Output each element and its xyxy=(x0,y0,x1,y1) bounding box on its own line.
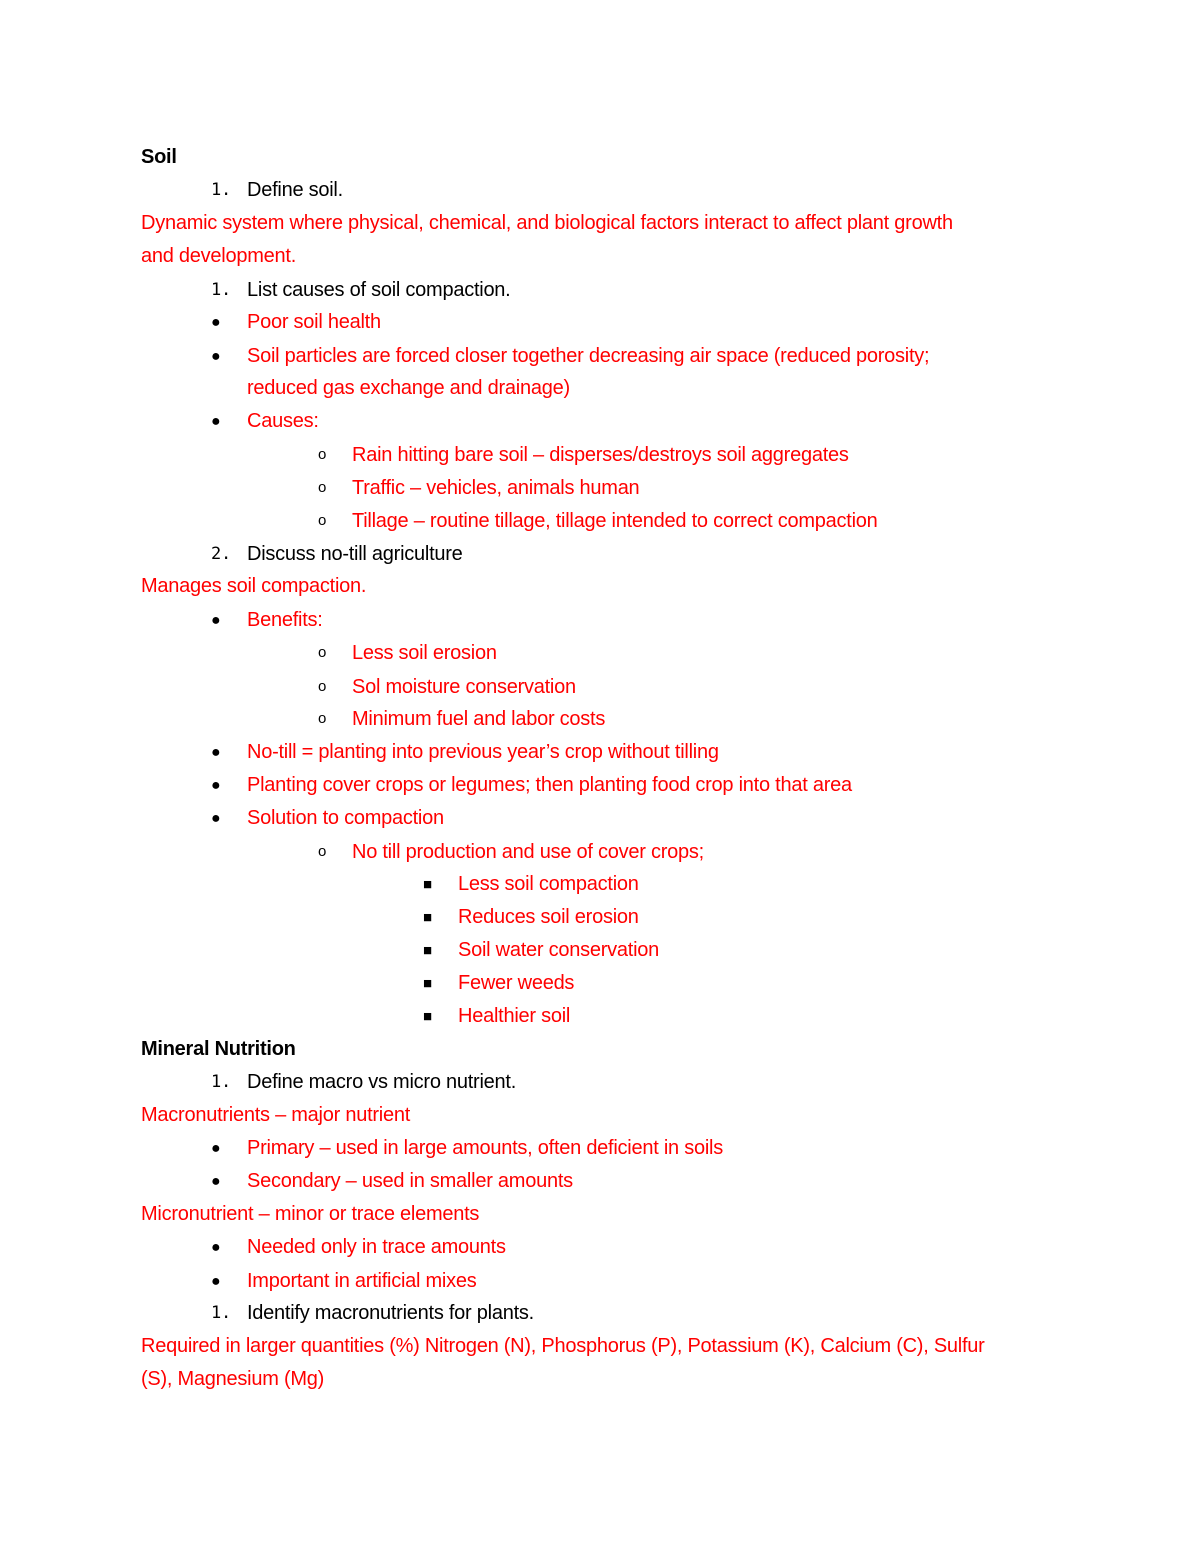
list-item: Poor soil health xyxy=(247,311,381,333)
bullet-disc-icon: ● xyxy=(211,314,221,331)
list-item: Reduces soil erosion xyxy=(458,906,639,928)
bullet-disc-icon: ● xyxy=(211,810,221,827)
list-item: Tillage – routine tillage, tillage intended to correct compaction xyxy=(352,510,878,532)
bullet-disc-icon: ● xyxy=(211,1173,221,1190)
list-number: 1. xyxy=(211,180,231,200)
list-item: Minimum fuel and labor costs xyxy=(352,708,606,730)
list-item: Solution to compaction xyxy=(247,807,444,829)
bullet-square-icon: ■ xyxy=(423,1008,433,1025)
bullet-circle-icon: o xyxy=(318,843,327,860)
list-item: Sol moisture conservation xyxy=(352,676,576,698)
bullet-square-icon: ■ xyxy=(423,942,433,959)
bullet-square-icon: ■ xyxy=(423,975,433,992)
bullet-disc-icon: ● xyxy=(211,348,221,365)
bullet-circle-icon: o xyxy=(318,446,327,463)
list-item: Important in artificial mixes xyxy=(247,1270,477,1292)
bullet-circle-icon: o xyxy=(318,644,327,661)
bullet-circle-icon: o xyxy=(318,678,327,695)
list-item: Soil water conservation xyxy=(458,939,660,961)
list-item: No till production and use of cover crops; xyxy=(352,841,704,863)
question-define-soil: Define soil. xyxy=(247,179,343,201)
list-number: 1. xyxy=(211,1303,231,1323)
bullet-disc-icon: ● xyxy=(211,413,221,430)
list-item: No-till = planting into previous year’s crop without tilling xyxy=(247,741,719,763)
answer-text: and development. xyxy=(141,245,297,267)
list-item: Planting cover crops or legumes; then planting food crop into that area xyxy=(247,774,852,796)
list-item: Healthier soil xyxy=(458,1005,571,1027)
bullet-circle-icon: o xyxy=(318,512,327,529)
list-item: Rain hitting bare soil – disperses/destroys soil aggregates xyxy=(352,444,849,466)
question-no-till: Discuss no-till agriculture xyxy=(247,543,463,565)
section-heading-soil: Soil xyxy=(141,146,177,168)
bullet-circle-icon: o xyxy=(318,479,327,496)
bullet-disc-icon: ● xyxy=(211,1140,221,1157)
list-item: Less soil erosion xyxy=(352,642,497,664)
list-item: Causes: xyxy=(247,410,319,432)
answer-text: Micronutrient – minor or trace elements xyxy=(141,1203,480,1225)
list-number: 2. xyxy=(211,544,231,564)
list-item: Fewer weeds xyxy=(458,972,575,994)
list-item: Needed only in trace amounts xyxy=(247,1236,506,1258)
bullet-square-icon: ■ xyxy=(423,876,433,893)
question-identify-macronutrients: Identify macronutrients for plants. xyxy=(247,1302,534,1324)
answer-text: (S), Magnesium (Mg) xyxy=(141,1368,325,1390)
bullet-disc-icon: ● xyxy=(211,777,221,794)
question-macro-micro: Define macro vs micro nutrient. xyxy=(247,1071,517,1093)
list-number: 1. xyxy=(211,1072,231,1092)
section-heading-mineral-nutrition: Mineral Nutrition xyxy=(141,1038,296,1060)
bullet-square-icon: ■ xyxy=(423,909,433,926)
answer-text: Macronutrients – major nutrient xyxy=(141,1104,411,1126)
list-item: Secondary – used in smaller amounts xyxy=(247,1170,573,1192)
bullet-disc-icon: ● xyxy=(211,1273,221,1290)
list-item: Soil particles are forced closer together decreasing air space (reduced porosity; xyxy=(247,345,930,367)
list-item: Traffic – vehicles, animals human xyxy=(352,477,640,499)
bullet-disc-icon: ● xyxy=(211,744,221,761)
list-item: Less soil compaction xyxy=(458,873,639,895)
answer-text: Dynamic system where physical, chemical, and biological factors interact to affect plant growth xyxy=(141,212,953,234)
question-compaction-causes: List causes of soil compaction. xyxy=(247,279,511,301)
list-item-continued: reduced gas exchange and drainage) xyxy=(247,377,570,399)
bullet-disc-icon: ● xyxy=(211,612,221,629)
list-item: Primary – used in large amounts, often deficient in soils xyxy=(247,1137,723,1159)
list-item: Benefits: xyxy=(247,609,323,631)
list-number: 1. xyxy=(211,280,231,300)
bullet-disc-icon: ● xyxy=(211,1239,221,1256)
answer-text: Required in larger quantities (%) Nitrogen (N), Phosphorus (P), Potassium (K), Calcium (C), Sulfur xyxy=(141,1335,985,1357)
answer-text: Manages soil compaction. xyxy=(141,575,367,597)
bullet-circle-icon: o xyxy=(318,710,327,727)
